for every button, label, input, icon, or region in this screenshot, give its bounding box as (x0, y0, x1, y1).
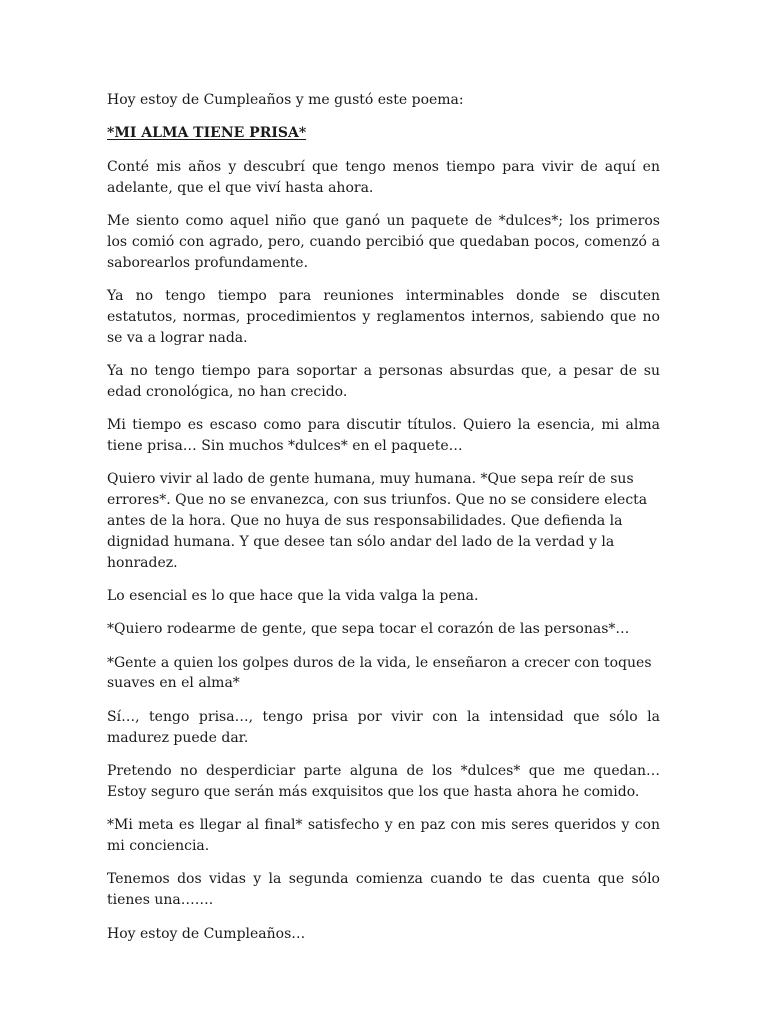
paragraph-11: Pretendo no desperdiciar parte alguna de los *dulces* que me quedan… Estoy seguro que serán más exquisitos que los que hasta ahora he comido. (107, 763, 660, 800)
paragraph-10: Sí…, tengo prisa…, tengo prisa por vivir con la intensidad que sólo la madurez puede dar. (107, 708, 660, 746)
intro-line: Hoy estoy de Cumpleaños y me gustó este poema: (107, 92, 464, 108)
paragraph-13: Tenemos dos vidas y la segunda comienza cuando te das cuenta que sólo tienes una……. (107, 871, 660, 909)
paragraph-1: Conté mis años y descubrí que tengo menos tiempo para vivir de aquí en adelante, que el que viví hasta ahora. (107, 158, 660, 196)
paragraph-5: Mi tiempo es escaso como para discutir títulos. Quiero la esencia, mi alma tiene prisa… Sin muchos *dulces* en el paquete… (107, 417, 660, 454)
paragraph-3: Ya no tengo tiempo para reuniones interminables donde se discuten estatutos, normas, procedimientos y reglamentos internos, sabiendo que no se va a lograr nada. (107, 287, 660, 346)
paragraph-14: Hoy estoy de Cumpleaños… (107, 925, 306, 942)
paragraph-6: Quiero vivir al lado de gente humana, muy humana. *Que sepa reír de sus errores*. Que no se envanezca, con sus triunfos. Que no se considere electa antes de la hora. Que no huya de sus responsabilidades. Que defienda la dignidad humana. Y que desee tan sólo andar del lado de la verdad y la honradez. (107, 471, 648, 571)
document-body (107, 90, 660, 957)
paragraph-4: Ya no tengo tiempo para soportar a personas absurdas que, a pesar de su edad cronológica, no han crecido. (107, 362, 660, 400)
paragraph-8: *Quiero rodearme de gente, que sepa tocar el corazón de las personas*… (107, 621, 630, 638)
poem-title: *MI ALMA TIENE PRISA* (107, 125, 307, 142)
paragraph-7: Lo esencial es lo que hace que la vida valga la pena. (107, 587, 479, 604)
paragraph-9: *Gente a quien los golpes duros de la vida, le enseñaron a crecer con toques suaves en el alma* (107, 654, 652, 692)
paragraph-12: *Mi meta es llegar al final* satisfecho y en paz con mis seres queridos y con mi conciencia. (107, 817, 660, 855)
paragraph-2: Me siento como aquel niño que ganó un paquete de *dulces*; los primeros los comió con agrado, pero, cuando percibió que quedaban pocos, comenzó a saborearlos profundamente. (107, 212, 660, 271)
